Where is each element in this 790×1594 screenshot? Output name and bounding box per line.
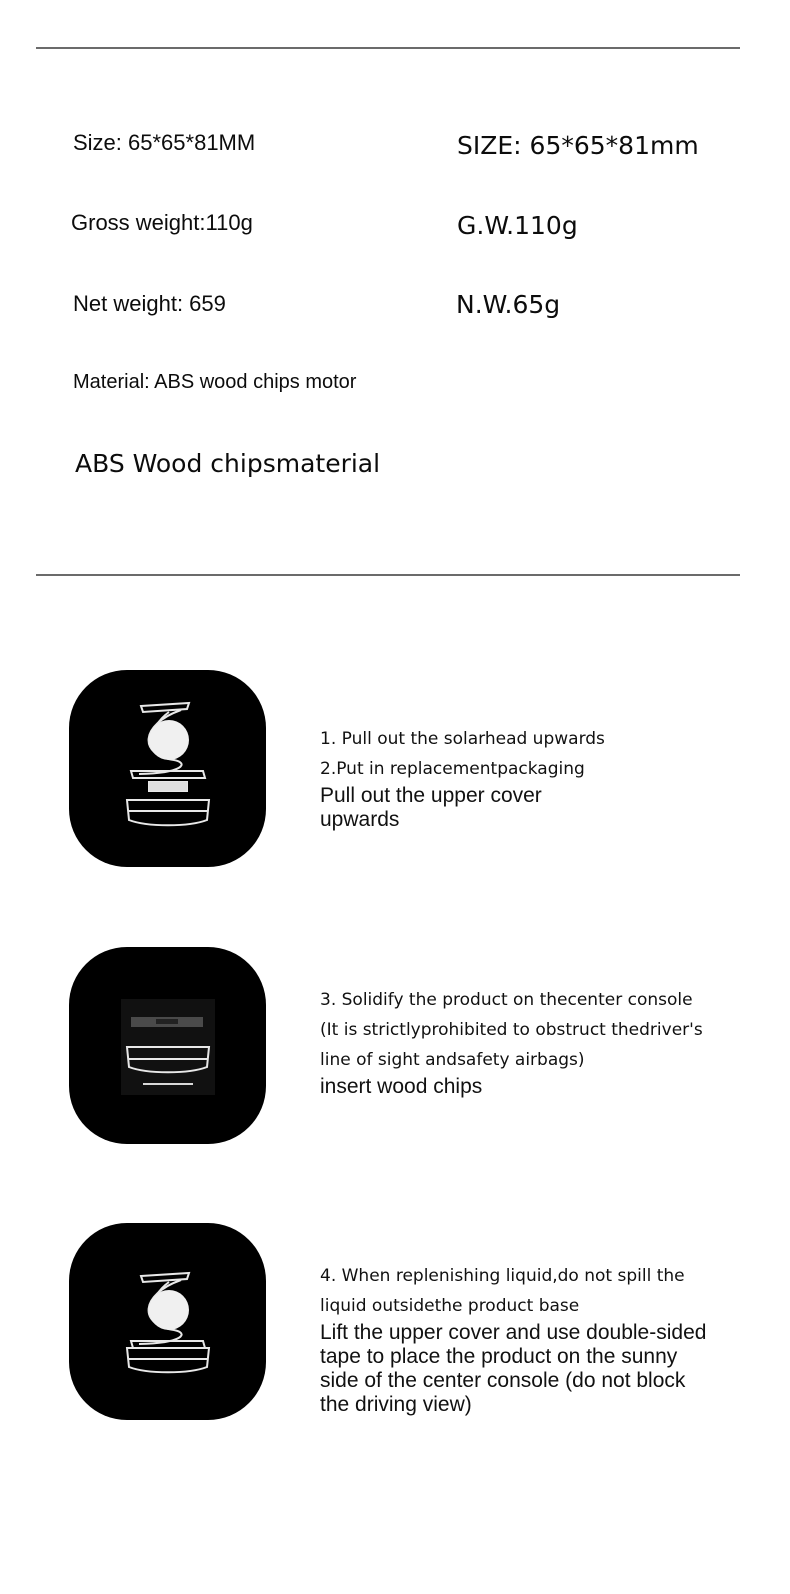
product-placement-icon (69, 1223, 266, 1420)
step-2-text (320, 985, 740, 1099)
material-spec: Material: ABS wood chips motor (73, 371, 357, 393)
size-spec-left: Size: 65*65*81MM (73, 130, 256, 155)
middle-divider (36, 574, 740, 576)
net-weight-right: N.W.65g (456, 290, 561, 319)
gross-weight-right: G.W.110g (457, 211, 578, 240)
solar-head-pull-icon (69, 670, 266, 867)
gross-weight-left: Gross weight:110g (71, 210, 253, 235)
step-2-line-3: line of sight andsafety airbags) (320, 1050, 585, 1070)
wood-chips-insert-icon (69, 947, 266, 1144)
step-1-line-1: 1. Pull out the solarhead upwards (320, 729, 605, 749)
step-3-line-2: liquid outsidethe product base (320, 1296, 580, 1316)
step-1-text (320, 724, 740, 832)
material-name: ABS Wood chipsmaterial (75, 449, 381, 478)
net-weight-left: Net weight: 659 (73, 291, 226, 316)
step-3-text (320, 1261, 740, 1417)
step-3-caption: Lift the upper cover and use double-sided tape to place the product on the sunny side of the center console (do not block the driving view) (320, 1321, 707, 1416)
step-2-line-2: (It is strictlyprohibited to obstruct thedriver's (320, 1020, 703, 1040)
step-2-line-1: 3. Solidify the product on thecenter console (320, 990, 693, 1010)
top-divider (36, 47, 740, 49)
step-3-line-1: 4. When replenishing liquid,do not spill the (320, 1266, 685, 1286)
step-1-line-2: 2.Put in replacementpackaging (320, 759, 585, 779)
step-1-caption: Pull out the upper cover upwards (320, 784, 542, 831)
size-spec-right: SIZE: 65*65*81mm (457, 131, 699, 160)
step-2-caption: insert wood chips (320, 1075, 483, 1098)
